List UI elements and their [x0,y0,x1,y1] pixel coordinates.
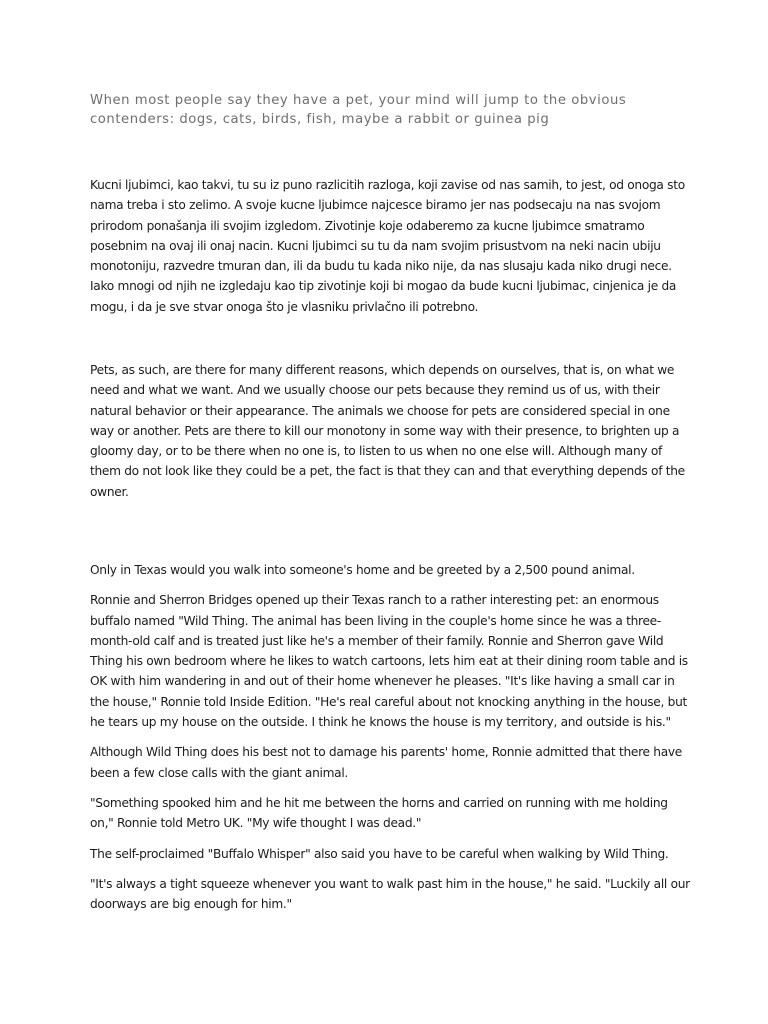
english-paragraph: Pets, as such, are there for many different reasons, which depends on ourselves, that is, on what we need and what we want. And we usually choose our pets because they remind us of us, with their natural behavior or their appearance. The animals we choose for pets are considered special in one way or another. Pets are there to kill our monotony in some way with their presence, to brighten up a gloomy day, or to be there when no one is, to listen to us when no one else will. Although many of them do not look like they could be a pet, the fact is that they can and that everything depends of the owner. [90,363,685,499]
article-paragraph: Although Wild Thing does his best not to damage his parents' home, Ronnie admitted that there have been a few close calls with the giant animal. [90,745,682,780]
article-paragraph: Only in Texas would you walk into someone's home and be greeted by a 2,500 pound animal. [90,563,635,577]
article-paragraph: "Something spooked him and he hit me between the horns and carried on running with me holding on," Ronnie told Metro UK. "My wife thought I was dead." [90,795,668,831]
article-body [90,560,690,924]
article-paragraph: Ronnie and Sherron Bridges opened up their Texas ranch to a rather interesting pet: an enormous buffalo named "Wild Thing. The animal has been living in the couple's home since he was a three-month-old calf and is treated just like he's a member of their family. Ronnie and Sherron gave Wild Thing his own bedroom where he likes to watch cartoons, lets him eat at their dining room table and is OK with him wandering in and out of their home whenever he pleases. "It's like having a small car in the house," Ronnie told Inside Edition. "He's real careful about not knocking anything in the house, but he tears up my house on the outside. I think he knows the house is my territory, and outside is his." [90,593,688,730]
article-paragraph: The self-proclaimed "Buffalo Whisper" also said you have to be careful when walking by Wild Thing. [90,846,669,861]
lead-text: When most people say they have a pet, your mind will jump to the obvious contenders: dogs, cats, birds, fish, maybe a rabbit or guinea pig [90,93,627,127]
article-paragraph: "It's always a tight squeeze whenever you want to walk past him in the house," he said. "Luckily all our doorways are big enough for him." [90,876,690,912]
bosnian-paragraph: Kucni ljubimci, kao takvi, tu su iz puno razlicitih razloga, koji zavise od nas samih, to jest, od onoga sto nama treba i sto zelimo. A svoje kucne ljubimce najcesce biramo jer nas podsecaju na nas svojom prirodom ponašanja ili svojim izgledom. Zivotinje koje odaberemo za kucne ljubimce smatramo posebnim na ovaj ili onaj nacin. Kucni ljubimci su tu da nam svojim prisustvom na neki nacin ubiju monotoniju, razvedre tmuran dan, ili da budu tu kada niko nije, da nas slusaju kada niko drugi nece. Iako mnogi od njih ne izgledaju kao tip zivotinje koji bi mogao da bude kucni ljubimac, cinjenica je da mogu, i da je sve stvar onoga što je vlasniku privlačno ili potrebno. [90,178,685,314]
